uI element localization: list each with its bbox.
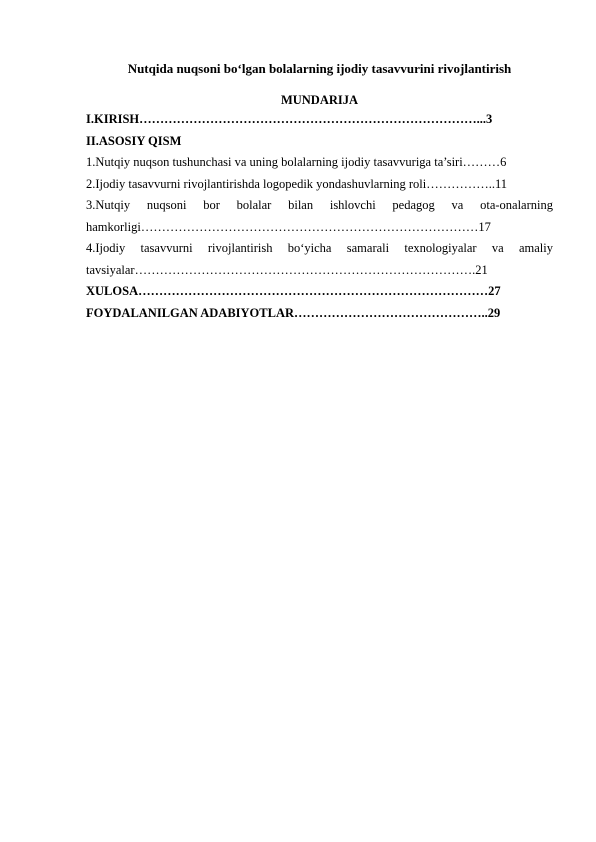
toc-entry-kirish: [86, 109, 553, 131]
toc-line: hamkorligi………………………………………………………………………17: [86, 219, 491, 234]
toc-line: FOYDALANILGAN ADABIYOTLAR………………………………………..29: [86, 305, 501, 320]
toc-line: 2.Ijodiy tasavvurni rivojlantirishda logopedik yondashuvlarning roli……………..11: [86, 176, 508, 191]
toc-line: I.KIRISH………………………………………………………………………...3: [86, 112, 493, 126]
toc-entry-adabiyotlar: [86, 303, 553, 325]
toc-entry-1: [86, 152, 553, 174]
document-title: Nutqida nuqsoni bo‘lgan bolalarning ijodiy tasavvurini rivojlantirish: [127, 61, 512, 76]
toc-heading: MUNDARIJA: [280, 93, 359, 107]
toc-line: 3.Nutqiy nuqsoni bor bolalar bilan ishlovchi pedagog va ota-onalarning: [86, 198, 553, 212]
toc-entry-asosiy-qism: [86, 131, 553, 153]
toc-entry-xulosa: [86, 281, 553, 303]
toc-entry-3: [86, 195, 553, 238]
toc-list: [86, 109, 553, 324]
toc-entry-4: [86, 238, 553, 281]
toc-line: 4.Ijodiy tasavvurni rivojlantirish bo‘yicha samarali texnologiyalar va amaliy: [86, 241, 553, 255]
toc-line: II.ASOSIY QISM: [86, 133, 182, 148]
toc-line: tavsiyalar……………………………………………………………………….21: [86, 262, 488, 277]
document-page: [86, 60, 553, 324]
toc-entry-2: [86, 174, 553, 196]
toc-line: XULOSA…………………………………………………………………………27: [86, 284, 501, 298]
toc-line: 1.Nutqiy nuqson tushunchasi va uning bolalarning ijodiy tasavvuriga ta’siri………6: [86, 155, 507, 169]
